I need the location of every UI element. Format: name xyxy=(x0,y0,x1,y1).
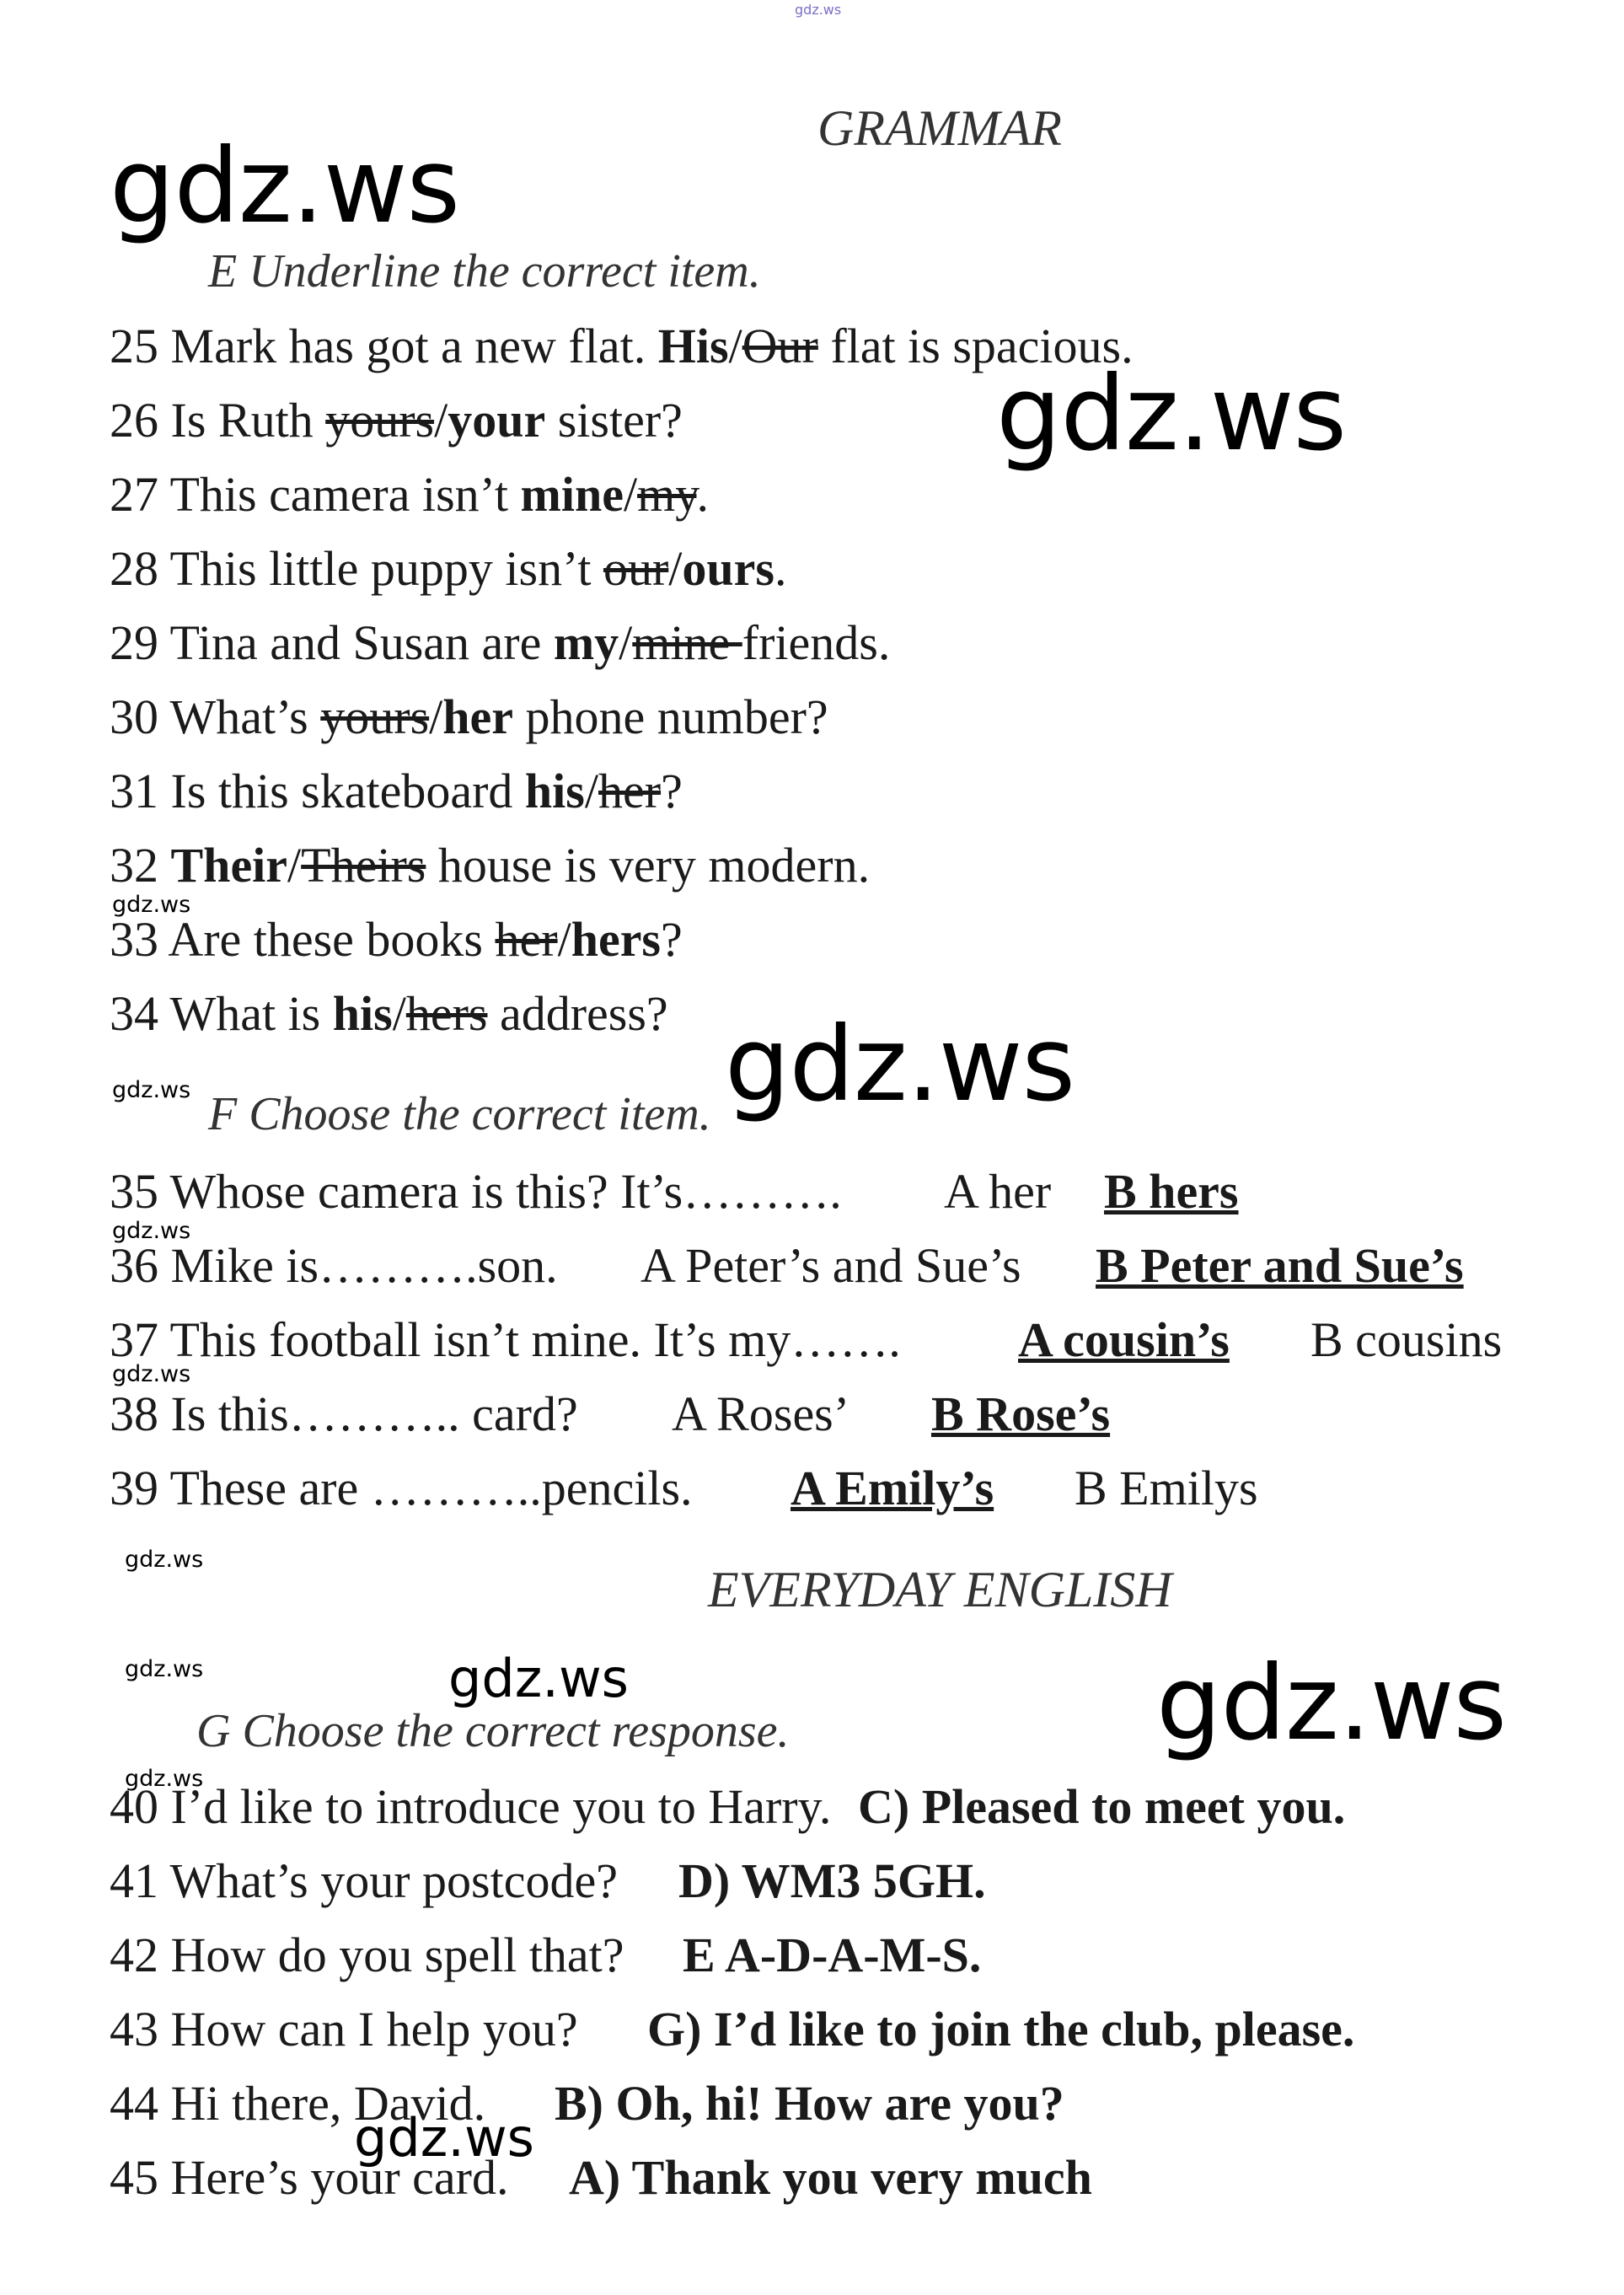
watermark-small: gdz.ws xyxy=(125,1766,204,1792)
answer-45: A) Thank you very much xyxy=(569,2150,1092,2205)
watermark-small: gdz.ws xyxy=(125,1656,204,1682)
option-b-37: B cousins xyxy=(1310,1312,1503,1367)
watermark-small: gdz.ws xyxy=(112,892,191,918)
exercise-item-36: 36 Mike is……….son. xyxy=(110,1238,558,1293)
exercise-item-27: 27 This camera isn’t mine/my. xyxy=(110,467,709,522)
exercise-item-42: 42 How do you spell that? xyxy=(110,1928,624,1982)
watermark-logo: gdz.ws xyxy=(1156,1643,1507,1763)
watermark-small: gdz.ws xyxy=(112,1077,191,1103)
exercise-item-34: 34 What is his/hers address? xyxy=(110,986,668,1041)
exercise-item-33: 33 Are these books her/hers? xyxy=(110,912,683,967)
exercise-item-39: 39 These are ………..pencils. xyxy=(110,1461,693,1515)
exercise-item-44: 44 Hi there, David. xyxy=(110,2076,486,2131)
exercise-item-41: 41 What’s your postcode? xyxy=(110,1853,618,1908)
answer-44: B) Oh, hi! How are you? xyxy=(555,2076,1064,2131)
exercise-item-40: 40 I’d like to introduce you to Harry. xyxy=(110,1779,832,1834)
option-b-39: B Emilys xyxy=(1075,1461,1258,1515)
exercise-item-29: 29 Tina and Susan are my/mine friends. xyxy=(110,615,891,670)
exercise-item-26: 26 Is Ruth yours/your sister? xyxy=(110,393,683,448)
watermark-logo: gdz.ws xyxy=(725,1005,1075,1124)
watermark-small: gdz.ws xyxy=(112,1218,191,1244)
watermark-logo: gdz.ws xyxy=(110,126,460,246)
option-b-38-correct: B Rose’s xyxy=(931,1386,1111,1441)
exercise-item-35: 35 Whose camera is this? It’s………. xyxy=(110,1164,842,1219)
exercise-item-45: 45 Here’s your card. xyxy=(110,2150,509,2205)
answer-41: D) WM3 5GH. xyxy=(678,1853,986,1908)
exercise-item-38: 38 Is this……….. card? xyxy=(110,1386,578,1441)
option-a-39-correct: A Emily’s xyxy=(791,1461,994,1515)
option-a-38: A Roses’ xyxy=(672,1386,850,1441)
exercise-item-31: 31 Is this skateboard his/her? xyxy=(110,764,683,818)
section-g-instruction: G Choose the correct response. xyxy=(196,1705,790,1757)
exercise-item-28: 28 This little puppy isn’t our/ours. xyxy=(110,541,787,596)
option-a-35: A her xyxy=(944,1164,1052,1219)
watermark-small: gdz.ws xyxy=(125,1547,204,1573)
exercise-item-43: 43 How can I help you? xyxy=(110,2002,578,2056)
answer-40: C) Pleased to meet you. xyxy=(858,1779,1346,1834)
top-watermark: gdz.ws xyxy=(795,2,842,18)
watermark-logo: gdz.ws xyxy=(354,2107,534,2169)
exercise-item-25: 25 Mark has got a new flat. His/Our flat is spacious. xyxy=(110,319,1134,373)
grammar-heading: GRAMMAR xyxy=(817,100,1062,156)
option-b-36-correct: B Peter and Sue’s xyxy=(1096,1238,1464,1293)
everyday-english-heading: EVERYDAY ENGLISH xyxy=(708,1562,1172,1617)
option-b-35-correct: B hers xyxy=(1104,1164,1239,1219)
section-f-instruction: F Choose the correct item. xyxy=(208,1088,711,1140)
answer-42: E A-D-A-M-S. xyxy=(683,1928,982,1982)
watermark-logo: gdz.ws xyxy=(996,354,1347,474)
answer-43: G) I’d like to join the club, please. xyxy=(647,2002,1355,2056)
watermark-small: gdz.ws xyxy=(112,1361,191,1387)
option-a-36: A Peter’s and Sue’s xyxy=(640,1238,1021,1293)
watermark-logo: gdz.ws xyxy=(448,1648,629,1709)
option-a-37-correct: A cousin’s xyxy=(1018,1312,1230,1367)
exercise-item-32: 32 Their/Theirs house is very modern. xyxy=(110,838,871,893)
section-e-instruction: E Underline the correct item. xyxy=(208,245,761,298)
exercise-item-37: 37 This football isn’t mine. It’s my……. xyxy=(110,1312,901,1367)
exercise-item-30: 30 What’s yours/her phone number? xyxy=(110,689,828,744)
